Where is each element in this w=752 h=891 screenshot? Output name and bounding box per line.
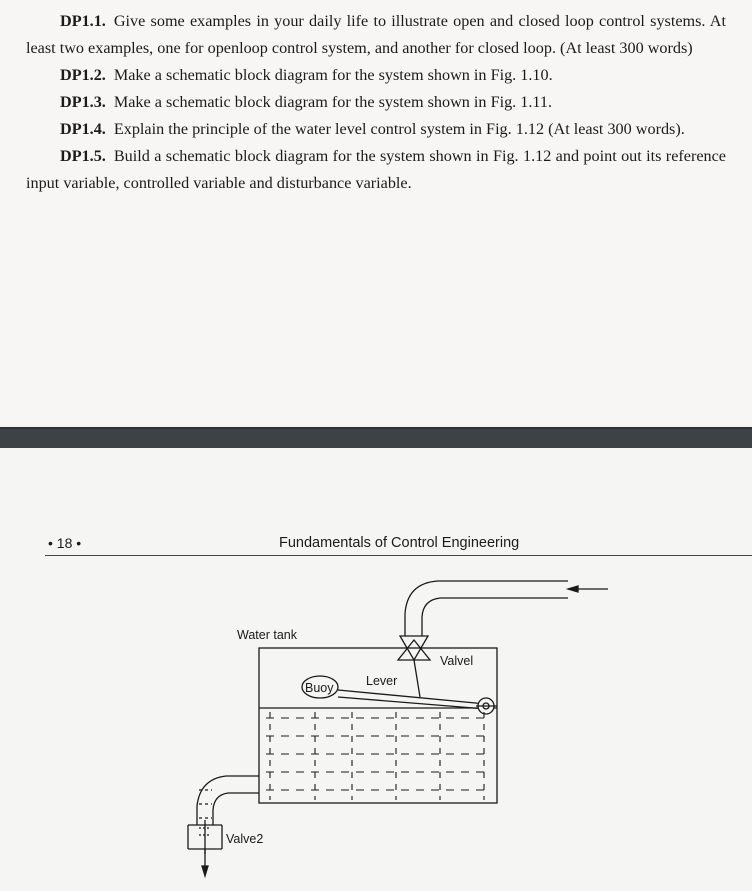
problem-id: DP1.2. xyxy=(60,66,106,84)
problem-text: Make a schematic block diagram for the system shown in Fig. 1.11. xyxy=(113,93,553,111)
problem-text: Make a schematic block diagram for the system shown in Fig. 1.10. xyxy=(113,66,553,84)
problem-id: DP1.4. xyxy=(60,120,106,138)
problem-text: Give some examples in your daily life to illustrate open and closed loop control systems. At least two examples, one for openloop control system, and another for closed loop. (At least 300 words) xyxy=(26,12,726,57)
outflow-arrow-icon xyxy=(202,849,208,876)
inlet-pipe xyxy=(405,581,568,636)
problem-id: DP1.1. xyxy=(60,12,106,30)
outlet-pipe xyxy=(197,776,259,825)
label-water-tank: Water tank xyxy=(237,628,297,642)
label-valve2: Valve2 xyxy=(226,832,264,846)
problem-id: DP1.5. xyxy=(60,147,106,165)
label-buoy: Buoy xyxy=(305,681,334,695)
valve2-icon xyxy=(188,820,222,854)
problem-id: DP1.3. xyxy=(60,93,106,111)
water-tank xyxy=(259,648,497,803)
pivot-icon xyxy=(476,698,497,714)
problem-text: Explain the principle of the water level control system in Fig. 1.12 (At least 300 words). xyxy=(113,120,685,138)
label-valve1: Valvel xyxy=(440,654,474,668)
page-number: • 18 • xyxy=(48,535,82,551)
inflow-arrow-icon xyxy=(568,586,608,592)
problem-text: Build a schematic block diagram for the system shown in Fig. 1.12 and point out its reference input variable, controlled variable and disturbance variable. xyxy=(26,147,726,192)
water-body xyxy=(266,718,490,790)
label-lever: Lever xyxy=(366,674,398,688)
book-title: Fundamentals of Control Engineering xyxy=(279,535,520,551)
